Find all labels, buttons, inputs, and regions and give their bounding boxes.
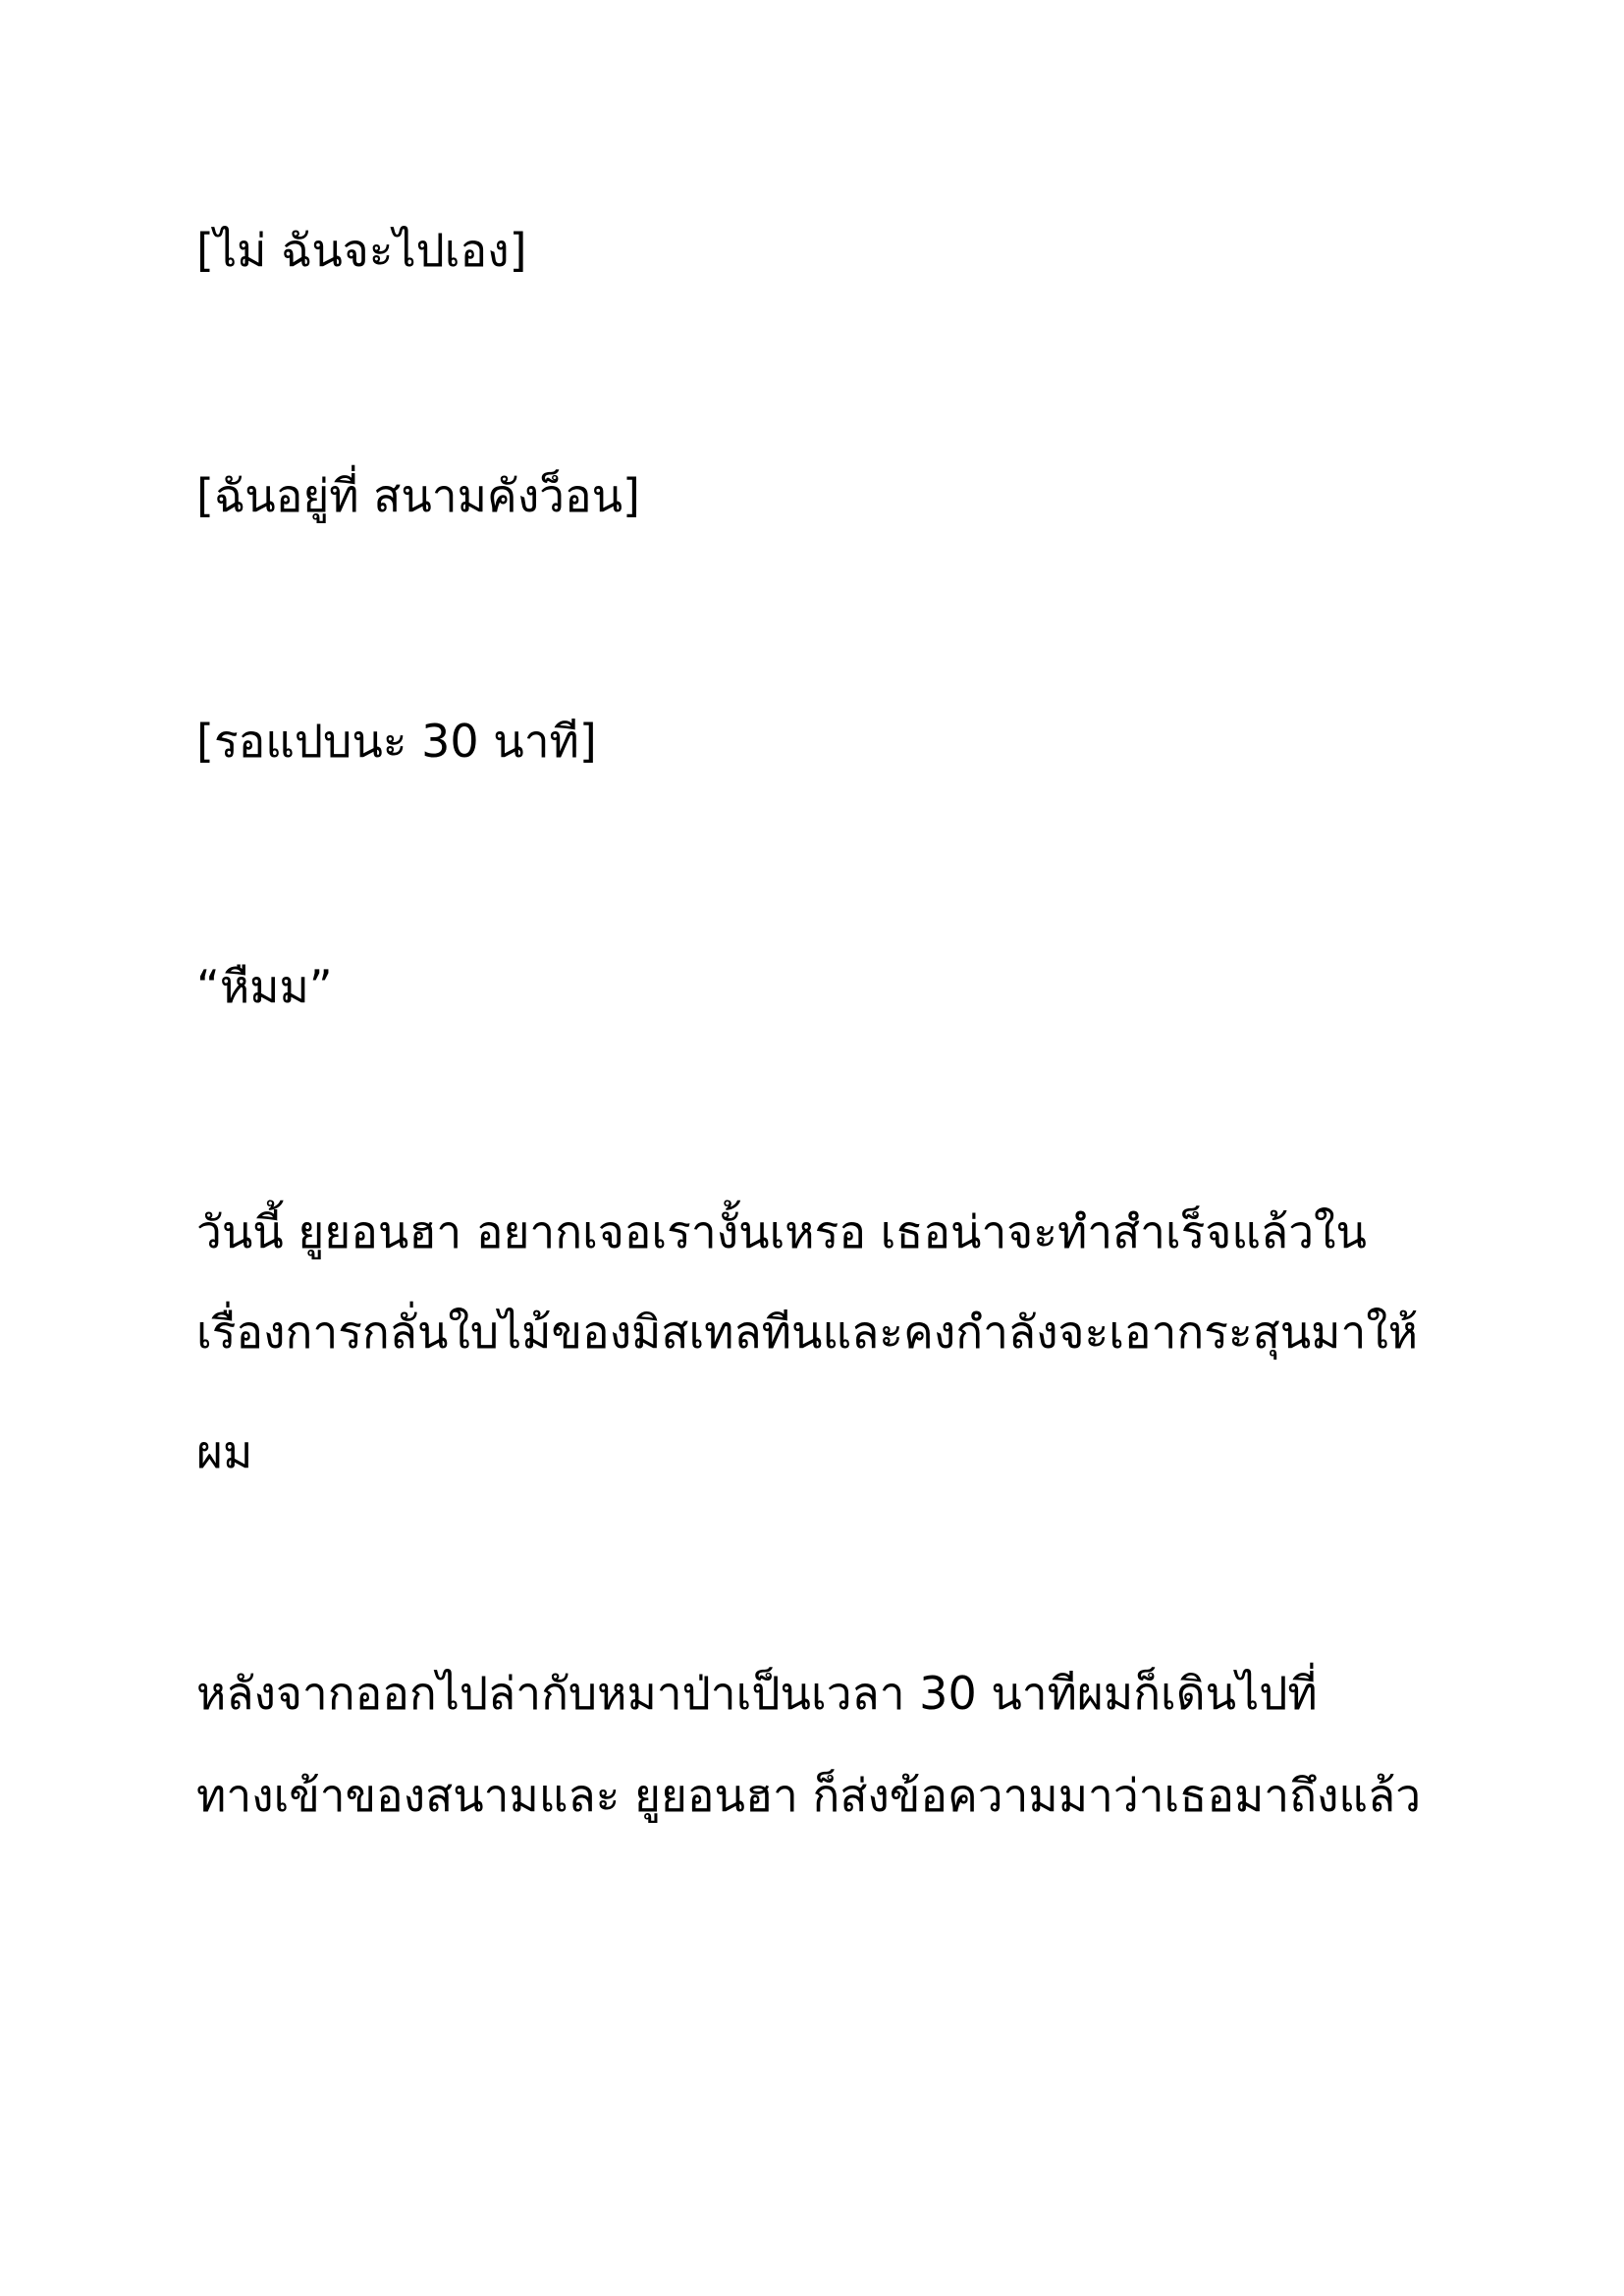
chat-message-line: [รอแปบนะ 30 นาที] — [196, 715, 597, 768]
paragraph-line: หลังจากออกไปล่ากับหมาป่าเป็นเวลา 30 นาทีผมก็เดินไปที่ — [196, 1667, 1318, 1720]
paragraph-line: เรื่องการกลั่นใบไม้ของมิสเทลทีนและคงกำลังจะเอากระสุนมาให้ — [196, 1306, 1419, 1359]
dialogue-line: “หืมม” — [196, 960, 333, 1013]
chat-message-line: [ฉันอยู่ที่ สนามคังว็อน] — [196, 469, 641, 522]
paragraph-line: ผม — [196, 1425, 253, 1478]
paragraph-line: วันนี้ ยูยอนฮา อยากเจอเรางั้นเหรอ เธอน่าจะทำสำเร็จแล้วใน — [196, 1205, 1367, 1258]
chat-message-line: [ไม่ ฉันจะไปเอง] — [196, 224, 527, 277]
paragraph-line: ทางเข้าของสนามและ ยูยอนฮา ก็ส่งข้อความมาว่าเธอมาถึงแล้ว — [196, 1769, 1422, 1822]
